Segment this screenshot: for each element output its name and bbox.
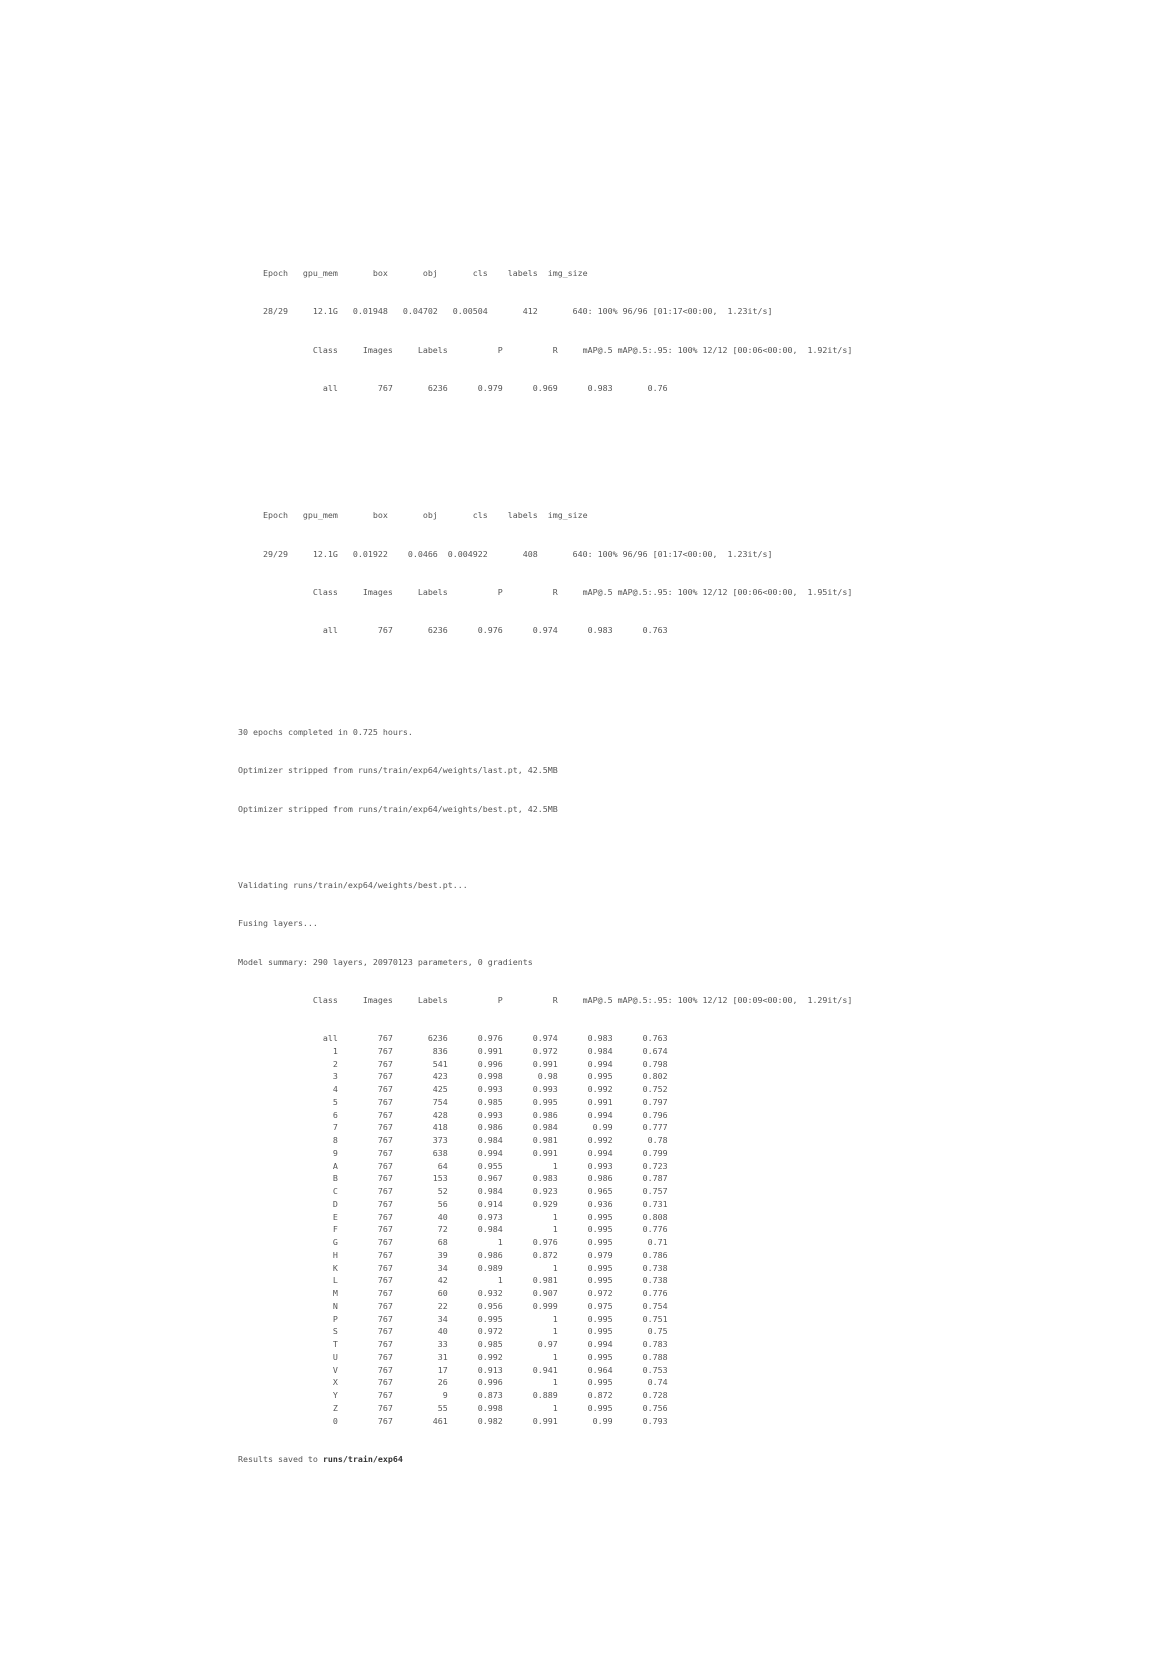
optimizer-stripped-best: Optimizer stripped from runs/train/exp64/weights/best.pt, 42.5MB bbox=[238, 803, 558, 814]
validation-row: 8 767 373 0.984 0.981 0.992 0.78 bbox=[238, 1135, 668, 1145]
validation-row: 7 767 418 0.986 0.984 0.99 0.777 bbox=[238, 1122, 668, 1133]
validation-row: Y 767 9 0.873 0.889 0.872 0.728 bbox=[238, 1390, 668, 1400]
fusing-layers-line: Fusing layers... bbox=[238, 918, 318, 929]
validation-row: G 767 68 1 0.976 0.995 0.71 bbox=[238, 1237, 668, 1247]
validation-row: Z 767 55 0.998 1 0.995 0.756 bbox=[238, 1402, 668, 1413]
validation-row: all 767 6236 0.976 0.974 0.983 0.763 bbox=[238, 1033, 668, 1043]
validation-row: X 767 26 0.996 1 0.995 0.74 bbox=[238, 1377, 668, 1388]
val-all-line: all 767 6236 0.976 0.974 0.983 0.763 bbox=[238, 625, 668, 635]
validation-row: 2 767 541 0.996 0.991 0.994 0.798 bbox=[238, 1058, 668, 1069]
spacer bbox=[238, 446, 1138, 459]
results-path: runs/train/exp64 bbox=[322, 1453, 403, 1464]
validating-line: Validating runs/train/exp64/weights/best.pt... bbox=[238, 880, 468, 890]
validation-row: C 767 52 0.984 0.923 0.965 0.757 bbox=[238, 1186, 668, 1196]
terminal-output bbox=[238, 216, 1138, 1478]
validation-row: N 767 22 0.956 0.999 0.975 0.754 bbox=[238, 1300, 668, 1311]
spacer bbox=[238, 688, 1138, 701]
validation-table bbox=[238, 1032, 1138, 1427]
epoch-train-line: 28/29 12.1G 0.01948 0.04702 0.00504 412 640: 100% 96/96 [01:17<00:00, 1.23it/s] bbox=[238, 306, 773, 317]
validation-row: S 767 40 0.972 1 0.995 0.75 bbox=[238, 1326, 668, 1337]
validation-table-header: Class Images Labels P R mAP@.5 mAP@.5:.95: 100% 12/12 [00:09<00:00, 1.29it/s] bbox=[238, 994, 853, 1005]
validation-row: K 767 34 0.989 1 0.995 0.738 bbox=[238, 1262, 668, 1273]
val-header: Class Images Labels P R mAP@.5 mAP@.5:.95: 100% 12/12 [00:06<00:00, 1.95it/s] bbox=[238, 586, 853, 597]
optimizer-stripped-last: Optimizer stripped from runs/train/exp64/weights/last.pt, 42.5MB bbox=[238, 765, 558, 776]
spacer bbox=[238, 841, 1138, 854]
validation-row: L 767 42 1 0.981 0.995 0.738 bbox=[238, 1275, 668, 1286]
validation-row: B 767 153 0.967 0.983 0.986 0.787 bbox=[238, 1173, 668, 1184]
validation-row: 1 767 836 0.991 0.972 0.984 0.674 bbox=[238, 1045, 668, 1056]
epoch-header: Epoch gpu_mem box obj cls labels img_size bbox=[238, 510, 588, 521]
epoch-block-29 bbox=[238, 484, 1138, 663]
validation-row: 4 767 425 0.993 0.993 0.992 0.752 bbox=[238, 1084, 668, 1094]
validation-row: 6 767 428 0.993 0.986 0.994 0.796 bbox=[238, 1109, 668, 1120]
model-summary-line: Model summary: 290 layers, 20970123 parameters, 0 gradients bbox=[238, 956, 533, 967]
epoch-header: Epoch gpu_mem box obj cls labels img_size bbox=[238, 268, 588, 278]
epoch-block-28 bbox=[238, 242, 1138, 421]
validation-row: 3 767 423 0.998 0.98 0.995 0.802 bbox=[238, 1071, 668, 1082]
validation-row: T 767 33 0.985 0.97 0.994 0.783 bbox=[238, 1339, 668, 1349]
results-prefix: Results saved to bbox=[238, 1453, 323, 1464]
validation-row: D 767 56 0.914 0.929 0.936 0.731 bbox=[238, 1198, 668, 1209]
val-header: Class Images Labels P R mAP@.5 mAP@.5:.95: 100% 12/12 [00:06<00:00, 1.92it/s] bbox=[238, 344, 853, 355]
validation-row: U 767 31 0.992 1 0.995 0.788 bbox=[238, 1351, 668, 1362]
validation-row: A 767 64 0.955 1 0.993 0.723 bbox=[238, 1160, 668, 1171]
results-saved-line bbox=[238, 1453, 1138, 1466]
epoch-train-line: 29/29 12.1G 0.01922 0.0466 0.004922 408 640: 100% 96/96 [01:17<00:00, 1.23it/s] bbox=[238, 548, 773, 559]
validation-row: M 767 60 0.932 0.907 0.972 0.776 bbox=[238, 1288, 668, 1298]
validation-row: H 767 39 0.986 0.872 0.979 0.786 bbox=[238, 1249, 668, 1260]
validation-row: V 767 17 0.913 0.941 0.964 0.753 bbox=[238, 1364, 668, 1375]
validation-row: F 767 72 0.984 1 0.995 0.776 bbox=[238, 1224, 668, 1235]
validation-row: E 767 40 0.973 1 0.995 0.808 bbox=[238, 1211, 668, 1222]
validation-row: 0 767 461 0.982 0.991 0.99 0.793 bbox=[238, 1415, 668, 1426]
validation-row: 9 767 638 0.994 0.991 0.994 0.799 bbox=[238, 1147, 668, 1158]
validation-row: 5 767 754 0.985 0.995 0.991 0.797 bbox=[238, 1096, 668, 1107]
val-all-line: all 767 6236 0.979 0.969 0.983 0.76 bbox=[238, 382, 668, 393]
validation-row: P 767 34 0.995 1 0.995 0.751 bbox=[238, 1313, 668, 1324]
epochs-completed-line: 30 epochs completed in 0.725 hours. bbox=[238, 727, 413, 737]
